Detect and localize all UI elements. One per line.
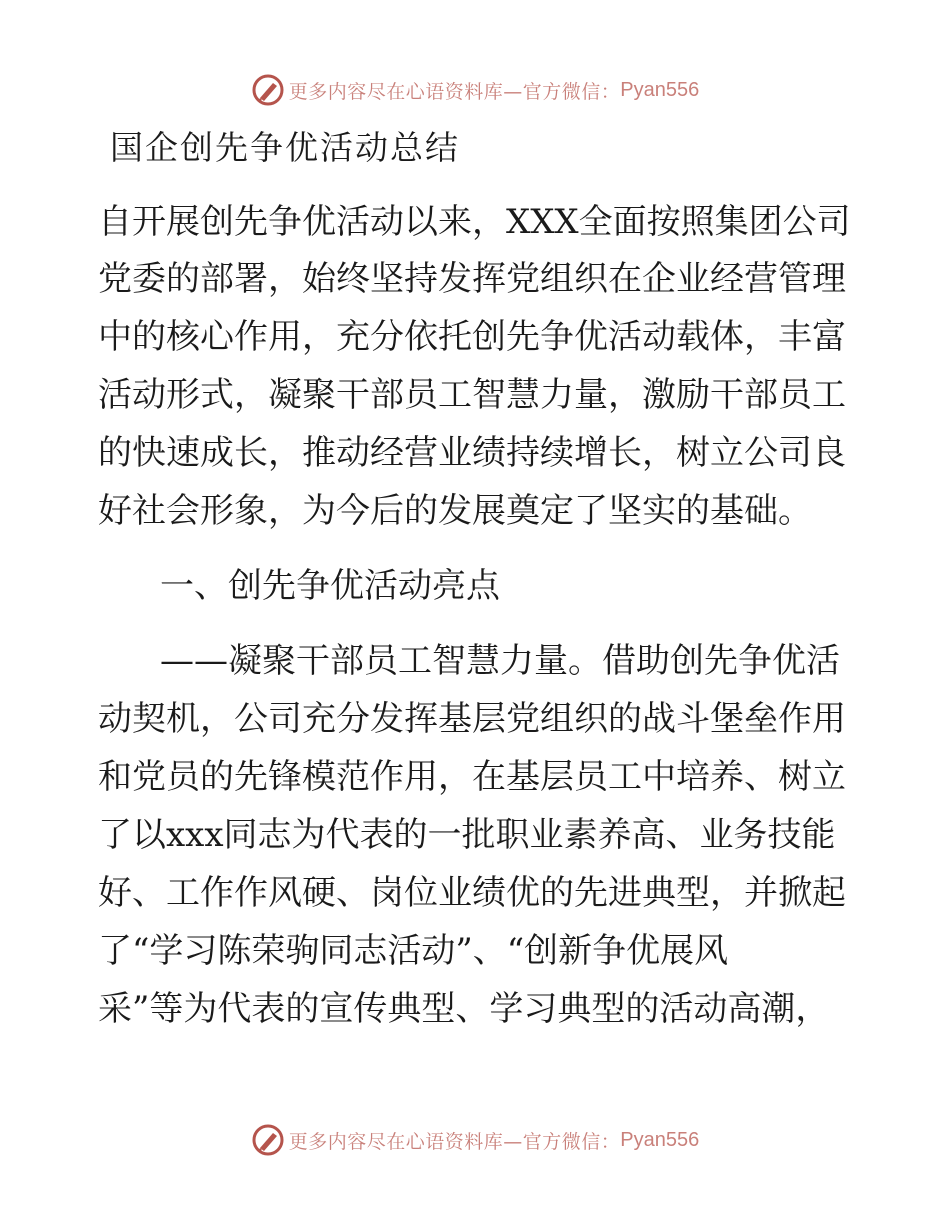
document-title: 国企创先争优活动总结 xyxy=(110,128,460,167)
body-line: 了“学习陈荣驹同志活动”、“创新争优展风 xyxy=(98,931,729,971)
watermark-wechat-id: Pyan556 xyxy=(620,78,700,101)
body-line: 和党员的先锋模范作用，在基层员工中培养、树立 xyxy=(98,757,846,797)
body-line: 好、工作作风硬、岗位业绩优的先进典型，并掀起 xyxy=(98,873,846,913)
footer-watermark xyxy=(0,1120,950,1160)
body-line: 采”等为代表的宣传典型、学习典型的活动高潮， xyxy=(98,989,830,1029)
body-line: 中的核心作用，充分依托创先争优活动载体，丰富 xyxy=(98,317,846,357)
watermark-wechat-id: Pyan556 xyxy=(620,1128,700,1151)
body-line: 好社会形象，为今后的发展奠定了坚实的基础。 xyxy=(98,491,812,531)
section-heading: 一、创先争优活动亮点 xyxy=(160,566,500,606)
watermark-text: 更多内容尽在心语资料库—官方微信： xyxy=(288,1130,621,1153)
pen-logo-icon xyxy=(251,1123,285,1157)
watermark-text: 更多内容尽在心语资料库—官方微信： xyxy=(288,80,621,103)
body-line: 自开展创先争优活动以来，XXX全面按照集团公司 xyxy=(98,202,851,242)
header-watermark xyxy=(0,70,950,110)
body-line: 活动形式，凝聚干部员工智慧力量，激励干部员工 xyxy=(98,375,846,415)
body-line: 的快速成长，推动经营业绩持续增长，树立公司良 xyxy=(98,433,846,473)
body-line: ——凝聚干部员工智慧力量。借助创先争优活 xyxy=(160,641,840,681)
body-line: 动契机，公司充分发挥基层党组织的战斗堡垒作用 xyxy=(98,699,846,739)
body-line: 党委的部署，始终坚持发挥党组织在企业经营管理 xyxy=(98,259,846,299)
body-line: 了以xxx同志为代表的一批职业素养高、业务技能 xyxy=(98,815,836,855)
pen-logo-icon xyxy=(251,73,285,107)
